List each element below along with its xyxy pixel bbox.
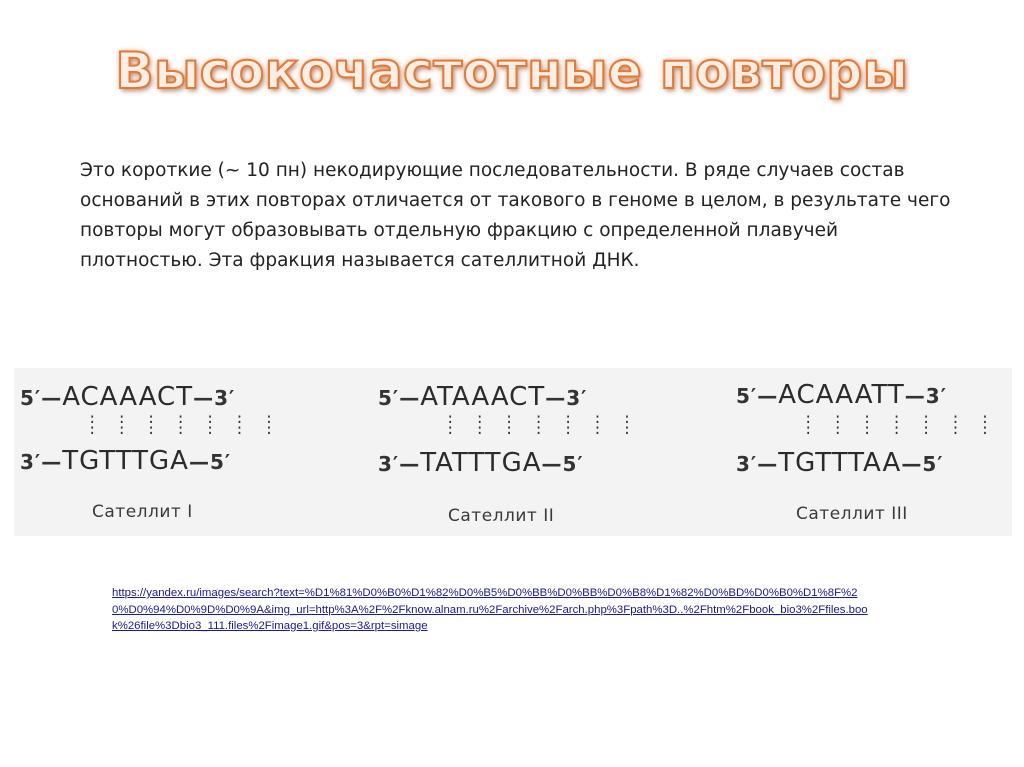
satellite-2-label: Сателлит II bbox=[448, 506, 555, 526]
source-link[interactable]: https://yandex.ru/images/search?text=%D1%81%D0%B0%D1%82%D0%B5%D0%BB%D0%BB%D0%B8%D1%82%D0%BD%D0%B0%D1%8F%20%D0%94%D0%9D%D0%9A&img_url=http%3A%2F%2Fknow.alnam.ru%2Farchive%2Farch.php%3Fpath%3D..%2Fhtm%2Fbook_bio3%2Ffiles.book%26file%3Dbio3_111.files%2Fimage1.gif&pos=3&rpt=simage bbox=[112, 587, 868, 632]
satellite-1-bottom-strand bbox=[20, 446, 231, 476]
top-sequence: ACAAACT bbox=[62, 382, 194, 412]
slide-paragraph: Это короткие (~ 10 пн) некодирующие последовательности. В ряде случаев состав оснований в этих повторах отличается от такового в геноме в целом, в результате чего повторы могут образовывать отдельную фракцию с определенной плавучей плотностью. Эта фракция называется сателлитной ДНК. bbox=[80, 160, 951, 271]
prime-label: 3′— bbox=[20, 450, 63, 474]
satellite-dna-figure bbox=[14, 368, 1012, 536]
prime-label: —3′ bbox=[545, 386, 588, 410]
prime-label: 3′— bbox=[736, 452, 779, 476]
satellite-2-bottom-strand bbox=[378, 448, 584, 478]
hydrogen-bond-dots: : : : : : : : : : : : : : : bbox=[446, 411, 638, 438]
prime-label: 5′— bbox=[378, 386, 421, 410]
prime-label: —5′ bbox=[901, 452, 944, 476]
prime-label: —3′ bbox=[904, 384, 947, 408]
prime-label: 5′— bbox=[736, 384, 779, 408]
satellite-3-bottom-strand bbox=[736, 448, 944, 478]
bottom-sequence: TGTTTGA bbox=[62, 446, 189, 476]
slide-title: Высокочастотные повторы bbox=[115, 42, 909, 100]
satellite-1-top-strand bbox=[20, 382, 235, 412]
prime-label: —5′ bbox=[541, 452, 584, 476]
top-sequence: ACAAATT bbox=[778, 380, 905, 410]
prime-label: 5′— bbox=[20, 386, 63, 410]
satellite-3-top-strand bbox=[736, 380, 947, 410]
bottom-sequence: TATTTGA bbox=[420, 448, 542, 478]
top-sequence: ATAAACT bbox=[420, 382, 546, 412]
bottom-sequence: TGTTTAA bbox=[778, 448, 902, 478]
satellite-2-top-strand bbox=[378, 382, 587, 412]
hydrogen-bond-dots: : : : : : : : : : : : : : : bbox=[804, 411, 996, 438]
satellite-1-label: Сателлит I bbox=[92, 502, 193, 522]
prime-label: —5′ bbox=[188, 450, 232, 474]
hydrogen-bond-dots: : : : : : : : : : : : : : : bbox=[88, 411, 280, 438]
satellite-3-label: Сателлит III bbox=[796, 504, 908, 524]
prime-label: 3′— bbox=[378, 452, 421, 476]
prime-label: —3′ bbox=[193, 386, 236, 410]
